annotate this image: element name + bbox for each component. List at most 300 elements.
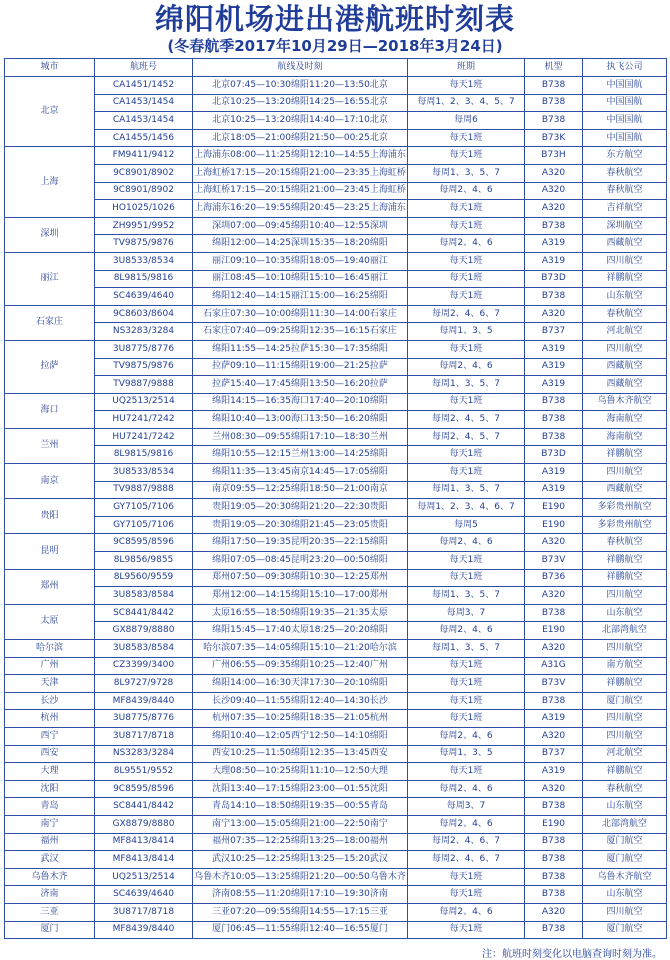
route-time-cell: 上海浦东16:20—19:55绵阳20:45—23:25上海浦东 [193, 200, 408, 218]
route-time-cell: 丽江08:45—10:10绵阳15:10—16:45丽江 [193, 270, 408, 288]
city-cell: 上海 [5, 147, 95, 217]
schedule-cell: 每天1班 [408, 252, 525, 270]
flight-number-cell: 3U8717/8718 [95, 727, 193, 745]
airline-cell: 西藏航空 [583, 481, 667, 499]
flight-number-cell: HU7241/7242 [95, 428, 193, 446]
route-time-cell: 深圳07:00—09:45绵阳10:40—12:55深圳 [193, 217, 408, 235]
aircraft-type-cell: B738 [525, 77, 583, 95]
route-time-cell: 上海浦东08:00—11:25绵阳12:10—14:55上海浦东 [193, 147, 408, 165]
table-row [5, 710, 667, 728]
airline-cell: 深圳航空 [583, 217, 667, 235]
aircraft-type-cell: A320 [525, 727, 583, 745]
city-cell: 大理 [5, 763, 95, 781]
table-row [5, 622, 667, 640]
flight-number-cell: ZH9951/9952 [95, 217, 193, 235]
route-time-cell: 拉萨09:10—11:15绵阳19:00—21:25拉萨 [193, 358, 408, 376]
schedule-cell: 每周2、4、6 [408, 235, 525, 253]
schedule-cell: 每天1班 [408, 763, 525, 781]
flight-number-cell: MF8413/8414 [95, 851, 193, 869]
city-cell: 三亚 [5, 903, 95, 921]
table-row [5, 182, 667, 200]
flight-number-cell: 8L9727/9728 [95, 675, 193, 693]
city-cell: 沈阳 [5, 780, 95, 798]
route-time-cell: 贵阳19:05—20:30绵阳21:45—23:05贵阳 [193, 516, 408, 534]
table-row [5, 112, 667, 130]
aircraft-type-cell: B738 [525, 94, 583, 112]
schedule-cell: 每周2、4、5、7 [408, 428, 525, 446]
schedule-cell: 每周2、4、6 [408, 182, 525, 200]
schedule-cell: 每周2、4、6 [408, 780, 525, 798]
airline-cell: 中国国航 [583, 112, 667, 130]
flight-number-cell: 8L9551/9552 [95, 763, 193, 781]
city-cell: 丽江 [5, 252, 95, 305]
table-row [5, 200, 667, 218]
table-row [5, 411, 667, 429]
route-time-cell: 绵阳07:05—08:45昆明23:20—00:50绵阳 [193, 552, 408, 570]
route-time-cell: 福州07:35—12:25绵阳13:25—18:00福州 [193, 833, 408, 851]
route-time-cell: 绵阳17:50—19:35昆明20:35—22:15绵阳 [193, 534, 408, 552]
table-row [5, 745, 667, 763]
city-cell: 武汉 [5, 851, 95, 869]
table-row [5, 552, 667, 570]
flight-number-cell: MF8439/8440 [95, 921, 193, 939]
aircraft-type-cell: B738 [525, 692, 583, 710]
airline-cell: 祥鹏航空 [583, 569, 667, 587]
airline-cell: 南方航空 [583, 657, 667, 675]
flight-number-cell: TV9887/9888 [95, 481, 193, 499]
city-cell: 天津 [5, 675, 95, 693]
schedule-cell: 每周5 [408, 516, 525, 534]
aircraft-type-cell: B738 [525, 411, 583, 429]
flight-number-cell: 9C8603/8604 [95, 305, 193, 323]
flight-number-cell: HO1025/1026 [95, 200, 193, 218]
table-row [5, 640, 667, 658]
route-time-cell: 南宁13:00—15:05绵阳21:00—22:50南宁 [193, 815, 408, 833]
table-row [5, 903, 667, 921]
flight-number-cell: CA1453/1454 [95, 112, 193, 130]
airline-cell: 祥鹏航空 [583, 270, 667, 288]
route-time-cell: 西安10:25—11:50绵阳12:35—13:45西安 [193, 745, 408, 763]
airline-cell: 四川航空 [583, 587, 667, 605]
airline-cell: 河北航空 [583, 323, 667, 341]
schedule-cell: 每天1班 [408, 868, 525, 886]
city-cell: 石家庄 [5, 305, 95, 340]
city-cell: 郑州 [5, 569, 95, 604]
aircraft-type-cell: A320 [525, 164, 583, 182]
city-cell: 昆明 [5, 534, 95, 569]
flight-number-cell: 3U8717/8718 [95, 903, 193, 921]
table-row [5, 147, 667, 165]
city-cell: 广州 [5, 657, 95, 675]
table-row [5, 446, 667, 464]
aircraft-type-cell: A320 [525, 305, 583, 323]
aircraft-type-cell: B738 [525, 868, 583, 886]
airline-cell: 北部湾航空 [583, 622, 667, 640]
airline-cell: 厦门航空 [583, 851, 667, 869]
table-row [5, 516, 667, 534]
schedule-cell: 每天1班 [408, 446, 525, 464]
route-time-cell: 兰州08:30—09:55绵阳17:10—18:30兰州 [193, 428, 408, 446]
schedule-cell: 每周2、4、6 [408, 903, 525, 921]
airline-cell: 多彩贵州航空 [583, 499, 667, 517]
aircraft-type-cell: A319 [525, 481, 583, 499]
flight-number-cell: NS3283/3284 [95, 745, 193, 763]
table-row [5, 587, 667, 605]
airline-cell: 中国国航 [583, 77, 667, 95]
city-cell: 杭州 [5, 710, 95, 728]
route-time-cell: 太原16:55—18:50绵阳19:35—21:35太原 [193, 604, 408, 622]
airline-cell: 四川航空 [583, 727, 667, 745]
table-row [5, 604, 667, 622]
schedule-cell: 每周3、7 [408, 604, 525, 622]
schedule-cell: 每周2、4、6 [408, 727, 525, 745]
aircraft-type-cell: B738 [525, 833, 583, 851]
aircraft-type-cell: A319 [525, 252, 583, 270]
aircraft-type-cell: A320 [525, 780, 583, 798]
flight-number-cell: SC4639/4640 [95, 288, 193, 306]
airline-cell: 乌鲁木齐航空 [583, 393, 667, 411]
column-header-route-time: 航线及时刻 [193, 59, 408, 77]
aircraft-type-cell: B738 [525, 428, 583, 446]
airline-cell: 厦门航空 [583, 833, 667, 851]
flight-number-cell: 9C8595/8596 [95, 534, 193, 552]
route-time-cell: 绵阳15:45—17:40太原18:25—20:20绵阳 [193, 622, 408, 640]
table-row [5, 217, 667, 235]
flight-number-cell: 3U8583/8584 [95, 640, 193, 658]
table-row [5, 727, 667, 745]
aircraft-type-cell: B73V [525, 675, 583, 693]
schedule-cell: 每周2、4、6、7 [408, 305, 525, 323]
schedule-cell: 每天1班 [408, 340, 525, 358]
city-cell: 贵阳 [5, 499, 95, 534]
table-row [5, 569, 667, 587]
airline-cell: 春秋航空 [583, 534, 667, 552]
schedule-cell: 每周1、3、5、7 [408, 587, 525, 605]
page-title: 绵阳机场进出港航班时刻表 [154, 2, 515, 36]
city-cell: 乌鲁木齐 [5, 868, 95, 886]
airline-cell: 祥鹏航空 [583, 763, 667, 781]
schedule-cell: 每天1班 [408, 692, 525, 710]
table-row [5, 94, 667, 112]
route-time-cell: 济南08:55—11:20绵阳17:10—19:30济南 [193, 886, 408, 904]
table-row [5, 270, 667, 288]
aircraft-type-cell: E190 [525, 499, 583, 517]
table-row [5, 164, 667, 182]
table-row [5, 675, 667, 693]
city-cell: 南京 [5, 464, 95, 499]
table-row [5, 921, 667, 939]
aircraft-type-cell: B738 [525, 798, 583, 816]
table-row [5, 798, 667, 816]
flight-schedule-table [4, 58, 667, 939]
airline-cell: 春秋航空 [583, 780, 667, 798]
aircraft-type-cell: B738 [525, 921, 583, 939]
city-cell: 拉萨 [5, 340, 95, 393]
airline-cell: 山东航空 [583, 288, 667, 306]
airline-cell: 祥鹏航空 [583, 675, 667, 693]
route-time-cell: 南京09:55—12:25绵阳18:50—21:00南京 [193, 481, 408, 499]
schedule-cell: 每天1班 [408, 886, 525, 904]
season-subtitle: (冬春航季2017年10月29日—2018年3月24日) [167, 37, 503, 55]
schedule-cell: 每周1、3、5 [408, 745, 525, 763]
schedule-cell: 每周2、4、6 [408, 622, 525, 640]
flight-number-cell: CA1455/1456 [95, 129, 193, 147]
flight-number-cell: 8L9560/9559 [95, 569, 193, 587]
aircraft-type-cell: E190 [525, 516, 583, 534]
table-row [5, 305, 667, 323]
flight-number-cell: TV9887/9888 [95, 376, 193, 394]
route-time-cell: 北京10:25—13:20绵阳14:40—17:10北京 [193, 112, 408, 130]
flight-number-cell: 9C8595/8596 [95, 780, 193, 798]
aircraft-type-cell: A319 [525, 763, 583, 781]
airline-cell: 北部湾航空 [583, 815, 667, 833]
airline-cell: 西藏航空 [583, 358, 667, 376]
schedule-cell: 每周6 [408, 112, 525, 130]
aircraft-type-cell: B73H [525, 147, 583, 165]
city-cell: 海口 [5, 393, 95, 428]
table-row [5, 692, 667, 710]
table-row [5, 499, 667, 517]
aircraft-type-cell: B737 [525, 323, 583, 341]
aircraft-type-cell: A320 [525, 534, 583, 552]
flight-number-cell: FM9411/9412 [95, 147, 193, 165]
schedule-cell: 每天1班 [408, 217, 525, 235]
route-time-cell: 乌鲁木齐10:05—13:25绵阳21:20—00:50乌鲁木齐 [193, 868, 408, 886]
flight-number-cell: GX8879/8880 [95, 815, 193, 833]
table-row [5, 358, 667, 376]
city-cell: 厦门 [5, 921, 95, 939]
airline-cell: 厦门航空 [583, 921, 667, 939]
schedule-cell: 每周1、3、5 [408, 323, 525, 341]
aircraft-type-cell: A319 [525, 235, 583, 253]
aircraft-type-cell: B736 [525, 569, 583, 587]
route-time-cell: 北京10:25—13:20绵阳14:25—16:55北京 [193, 94, 408, 112]
city-cell: 西安 [5, 745, 95, 763]
route-time-cell: 杭州07:35—10:25绵阳18:35—21:05杭州 [193, 710, 408, 728]
flight-number-cell: SC4639/4640 [95, 886, 193, 904]
table-row [5, 886, 667, 904]
airline-cell: 中国国航 [583, 94, 667, 112]
city-cell: 南宁 [5, 815, 95, 833]
flight-number-cell: GY7105/7106 [95, 499, 193, 517]
footnote: 注：航班时刻变化以电脑查询时刻为准。 [482, 949, 662, 960]
route-time-cell: 绵阳14:00—16:30天津17:30—20:10绵阳 [193, 675, 408, 693]
flight-number-cell: SC8441/8442 [95, 604, 193, 622]
route-time-cell: 沈阳13:40—17:15绵阳23:00—01:55沈阳 [193, 780, 408, 798]
flight-number-cell: UQ2513/2514 [95, 393, 193, 411]
city-cell: 哈尔滨 [5, 640, 95, 658]
table-row [5, 464, 667, 482]
table-body [5, 77, 667, 939]
route-time-cell: 广州06:55—09:35绵阳10:25—12:40广州 [193, 657, 408, 675]
table-row [5, 288, 667, 306]
aircraft-type-cell: B738 [525, 886, 583, 904]
schedule-cell: 每周2、4、6、7 [408, 833, 525, 851]
table-row [5, 393, 667, 411]
airline-cell: 海南航空 [583, 411, 667, 429]
airline-cell: 河北航空 [583, 745, 667, 763]
flight-number-cell: 3U8533/8534 [95, 464, 193, 482]
schedule-cell: 每天1班 [408, 77, 525, 95]
city-cell: 太原 [5, 604, 95, 639]
schedule-cell: 每天1班 [408, 288, 525, 306]
table-row [5, 851, 667, 869]
flight-number-cell: TV9875/9876 [95, 235, 193, 253]
route-time-cell: 绵阳10:40—13:00海口13:50—16:20绵阳 [193, 411, 408, 429]
route-time-cell: 北京07:45—10:30绵阳11:20—13:50北京 [193, 77, 408, 95]
aircraft-type-cell: A319 [525, 376, 583, 394]
aircraft-type-cell: B738 [525, 112, 583, 130]
aircraft-type-cell: E190 [525, 815, 583, 833]
schedule-cell: 每天1班 [408, 552, 525, 570]
table-row [5, 833, 667, 851]
table-row [5, 235, 667, 253]
airline-cell: 春秋航空 [583, 305, 667, 323]
column-header-flight-no: 航班号 [95, 59, 193, 77]
aircraft-type-cell: B738 [525, 604, 583, 622]
schedule-cell: 每天1班 [408, 657, 525, 675]
aircraft-type-cell: A319 [525, 340, 583, 358]
route-time-cell: 北京18:05—21:00绵阳21:50—00:25北京 [193, 129, 408, 147]
table-row [5, 763, 667, 781]
table-row [5, 868, 667, 886]
aircraft-type-cell: B73D [525, 270, 583, 288]
table-row [5, 77, 667, 95]
flight-number-cell: 3U8533/8534 [95, 252, 193, 270]
route-time-cell: 青岛14:10—18:50绵阳19:35—00:55青岛 [193, 798, 408, 816]
table-row [5, 340, 667, 358]
airline-cell: 厦门航空 [583, 692, 667, 710]
schedule-cell: 每天1班 [408, 147, 525, 165]
schedule-cell: 每周1、3、5、7 [408, 481, 525, 499]
schedule-cell: 每周3、7 [408, 798, 525, 816]
table-row [5, 534, 667, 552]
route-time-cell: 绵阳14:15—16:35海口17:40—20:10绵阳 [193, 393, 408, 411]
table-row [5, 481, 667, 499]
column-header-city: 城市 [5, 59, 95, 77]
table-row [5, 323, 667, 341]
flight-number-cell: GX8879/8880 [95, 622, 193, 640]
city-cell: 兰州 [5, 428, 95, 463]
aircraft-type-cell: A320 [525, 903, 583, 921]
route-time-cell: 拉萨15:40—17:45绵阳13:50—16:20拉萨 [193, 376, 408, 394]
route-time-cell: 绵阳10:40—12:05西宁12:50—14:10绵阳 [193, 727, 408, 745]
schedule-cell: 每天1班 [408, 270, 525, 288]
schedule-cell: 每天1班 [408, 393, 525, 411]
route-time-cell: 长沙09:40—11:55绵阳12:40—14:30长沙 [193, 692, 408, 710]
table-header-row [5, 59, 667, 77]
city-cell: 北京 [5, 77, 95, 147]
route-time-cell: 石家庄07:40—09:25绵阳12:35—16:15石家庄 [193, 323, 408, 341]
flight-number-cell: MF8413/8414 [95, 833, 193, 851]
city-cell: 西宁 [5, 727, 95, 745]
schedule-cell: 每周2、4、6 [408, 534, 525, 552]
flight-number-cell: 3U8775/8776 [95, 710, 193, 728]
route-time-cell: 绵阳12:00—14:25深圳15:35—18:20绵阳 [193, 235, 408, 253]
route-time-cell: 厦门06:45—11:55绵阳12:40—16:55厦门 [193, 921, 408, 939]
airline-cell: 四川航空 [583, 903, 667, 921]
airline-cell: 中国国航 [583, 129, 667, 147]
aircraft-type-cell: A320 [525, 640, 583, 658]
flight-number-cell: CZ3399/3400 [95, 657, 193, 675]
aircraft-type-cell: A31G [525, 657, 583, 675]
route-time-cell: 郑州07:50—09:30绵阳10:30—12:25郑州 [193, 569, 408, 587]
flight-number-cell: 9C8901/8902 [95, 182, 193, 200]
table-row [5, 428, 667, 446]
table-row [5, 780, 667, 798]
table-row [5, 657, 667, 675]
airline-cell: 海南航空 [583, 428, 667, 446]
schedule-cell: 每周2、4、5、7 [408, 411, 525, 429]
flight-number-cell: 3U8583/8584 [95, 587, 193, 605]
aircraft-type-cell: B73K [525, 129, 583, 147]
schedule-cell: 每天1班 [408, 464, 525, 482]
route-time-cell: 绵阳11:35—13:45南京14:45—17:05绵阳 [193, 464, 408, 482]
route-time-cell: 石家庄07:30—10:00绵阳11:30—14:00石家庄 [193, 305, 408, 323]
route-time-cell: 上海虹桥17:15—20:15绵阳21:00—23:45上海虹桥 [193, 182, 408, 200]
flight-number-cell: CA1451/1452 [95, 77, 193, 95]
aircraft-type-cell: E190 [525, 622, 583, 640]
schedule-cell: 每周2、4、6、7 [408, 851, 525, 869]
schedule-cell: 每周2、4、6 [408, 815, 525, 833]
route-time-cell: 绵阳10:55—12:15兰州13:00—14:25绵阳 [193, 446, 408, 464]
schedule-cell: 每周1、3、5、7 [408, 640, 525, 658]
route-time-cell: 三亚07:20—09:55绵阳14:55—17:15三亚 [193, 903, 408, 921]
aircraft-type-cell: B73D [525, 446, 583, 464]
airline-cell: 多彩贵州航空 [583, 516, 667, 534]
flight-number-cell: 8L9815/9816 [95, 446, 193, 464]
table-row [5, 376, 667, 394]
airline-cell: 四川航空 [583, 340, 667, 358]
airline-cell: 春秋航空 [583, 182, 667, 200]
aircraft-type-cell: B738 [525, 217, 583, 235]
airline-cell: 西藏航空 [583, 235, 667, 253]
aircraft-type-cell: B737 [525, 745, 583, 763]
airline-cell: 山东航空 [583, 604, 667, 622]
route-time-cell: 上海虹桥17:15—20:15绵阳21:00—23:35上海虹桥 [193, 164, 408, 182]
aircraft-type-cell: A320 [525, 587, 583, 605]
schedule-cell: 每天1班 [408, 200, 525, 218]
flight-number-cell: MF8439/8440 [95, 692, 193, 710]
schedule-cell: 每周1、2、3、4、6、7 [408, 499, 525, 517]
airline-cell: 东方航空 [583, 147, 667, 165]
route-time-cell: 贵阳19:05—20:30绵阳21:20—22:30贵阳 [193, 499, 408, 517]
flight-number-cell: SC8441/8442 [95, 798, 193, 816]
aircraft-type-cell: B73V [525, 552, 583, 570]
flight-number-cell: NS3283/3284 [95, 323, 193, 341]
aircraft-type-cell: A320 [525, 182, 583, 200]
aircraft-type-cell: A320 [525, 200, 583, 218]
aircraft-type-cell: A319 [525, 710, 583, 728]
route-time-cell: 大理08:50—10:25绵阳11:10—12:50大理 [193, 763, 408, 781]
flight-number-cell: HU7241/7242 [95, 411, 193, 429]
airline-cell: 吉祥航空 [583, 200, 667, 218]
airline-cell: 祥鹏航空 [583, 446, 667, 464]
airline-cell: 四川航空 [583, 710, 667, 728]
flight-number-cell: 8L9815/9816 [95, 270, 193, 288]
flight-number-cell: TV9875/9876 [95, 358, 193, 376]
route-time-cell: 郑州12:00—14:15绵阳15:10—17:00郑州 [193, 587, 408, 605]
airline-cell: 四川航空 [583, 640, 667, 658]
aircraft-type-cell: A319 [525, 464, 583, 482]
flight-number-cell: CA1453/1454 [95, 94, 193, 112]
airline-cell: 乌鲁木齐航空 [583, 868, 667, 886]
aircraft-type-cell: A319 [525, 358, 583, 376]
airline-cell: 山东航空 [583, 798, 667, 816]
route-time-cell: 哈尔滨07:35—14:05绵阳15:10—21:20哈尔滨 [193, 640, 408, 658]
route-time-cell: 绵阳11:55—14:25拉萨15:30—17:35绵阳 [193, 340, 408, 358]
schedule-cell: 每天1班 [408, 569, 525, 587]
